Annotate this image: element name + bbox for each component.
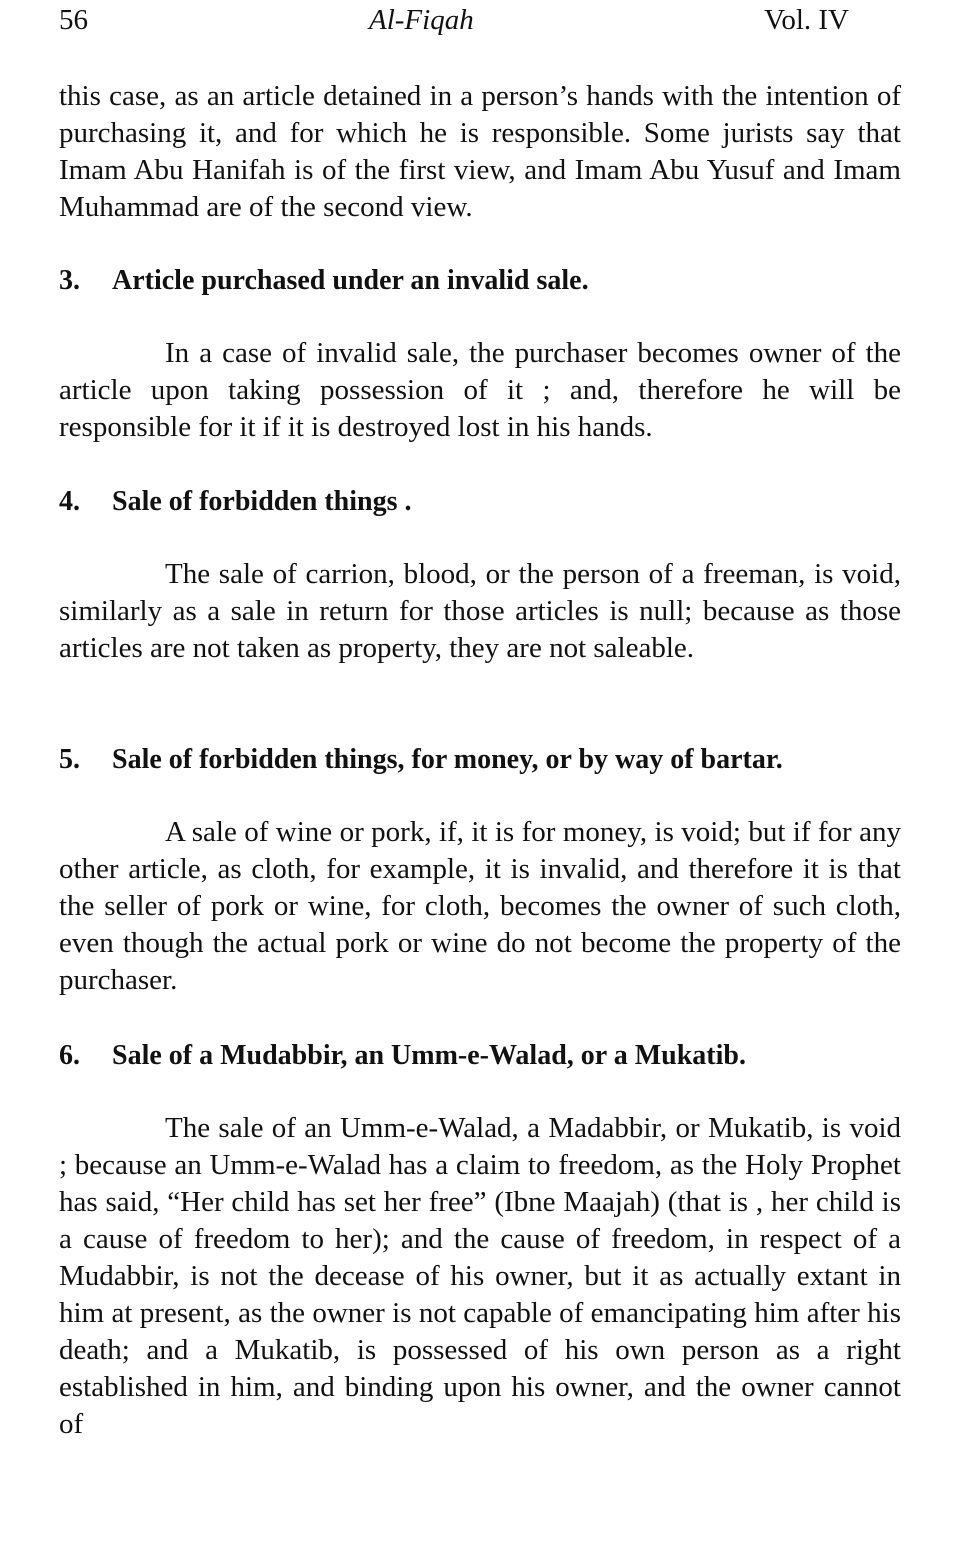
section-title: Sale of forbidden things . [112,486,412,517]
section-number: 4. [59,486,80,517]
section-title: Article purchased under an invalid sale. [112,265,589,296]
paragraph-section-5: A sale of wine or pork, if, it is for money, is void; but if for any other article, as cloth, for example, it is invalid, and therefore it is that the seller of pork or wine, for cloth, becomes the owner of such cloth, even though the actual pork or wine do not become the property of the purchaser. [59,816,901,996]
section-number: 6. [59,1040,80,1071]
paragraph-section-4: The sale of carrion, blood, or the person of a freeman, is void, similarly as a sale in return for those articles is null; because as those articles are not taken as property, they are not saleable. [59,558,901,664]
paragraph-continued: this case, as an article detained in a person’s hands with the intention of purchasing it, and for which he is responsible. Some jurists say that Imam Abu Hanifah is of the first view, and Imam Abu Yusuf and Imam Muhammad are of the second view. [59,80,901,223]
page-header [59,4,901,40]
volume-label: Vol. IV [764,4,849,36]
paragraph-section-3: In a case of invalid sale, the purchaser becomes owner of the article upon taking possession of it ; and, therefore he will be responsible for it if it is destroyed lost in his hands. [59,337,901,443]
page-number: 56 [59,4,88,36]
section-heading-3 [59,262,901,299]
paragraph-section-6: The sale of an Umm-e-Walad, a Madabbir, or Mukatib, is void ; because an Umm-e-Walad has a claim to freedom, as the Holy Prophet has said, “Her child has set her free” (Ibne Maajah) (that is , her child is a cause of freedom to her); and the cause of freedom, in respect of a Mudabbir, is not the decease of his owner, but it as actually extant in him at present, as the owner is not capable of emancipating him after his death; and a Mukatib, is possessed of his own person as a right established in him, and binding upon his owner, and the owner cannot of [59,1112,901,1440]
book-title: Al-Fiqah [369,4,474,36]
section-number: 3. [59,265,80,296]
section-number: 5. [59,744,80,775]
section-heading-6 [59,1037,901,1074]
section-heading-5 [59,741,901,778]
section-heading-4 [59,483,901,520]
section-title: Sale of a Mudabbir, an Umm-e-Walad, or a Mukatib. [112,1040,746,1071]
section-title: Sale of forbidden things, for money, or by way of bartar. [112,744,783,775]
